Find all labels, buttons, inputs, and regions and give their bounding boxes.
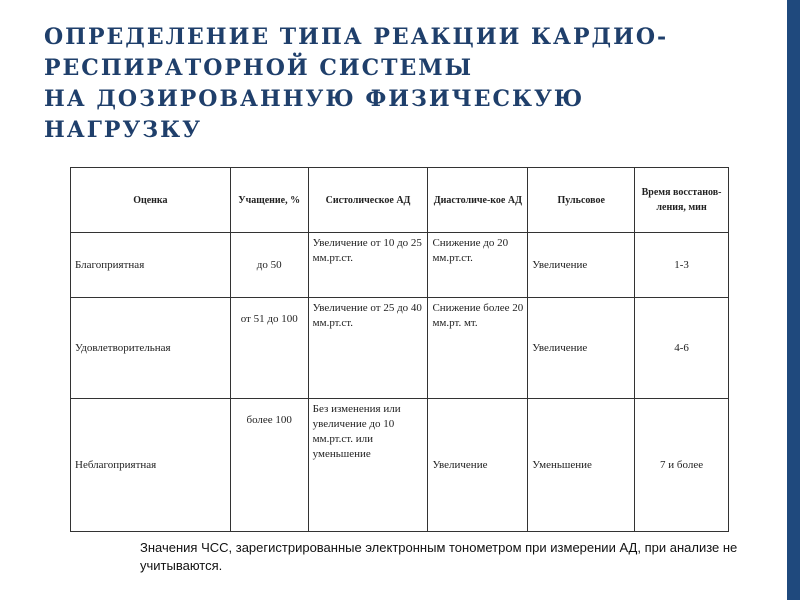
header-cell: Систолическое АД <box>308 168 428 233</box>
footnote: Значения ЧСС, зарегистрированные электронным тонометром при измерении АД, при анализе не учитываются. <box>140 540 738 573</box>
table-cell: Без изменения или увеличение до 10 мм.рт.ст. или уменьшение <box>308 399 428 532</box>
table-cell: 1-3 <box>635 233 729 298</box>
title-line: ОПРЕДЕЛЕНИЕ ТИПА РЕАКЦИИ КАРДИО- <box>44 24 669 50</box>
table-cell: Увеличение от 25 до 40 мм.рт.ст. <box>308 298 428 399</box>
table-cell: Уменьшение <box>528 399 635 532</box>
table-cell: Снижение до 20 мм.рт.ст. <box>428 233 528 298</box>
title-line: РЕСПИРАТОРНОЙ СИСТЕМЫ <box>44 55 474 81</box>
table-row <box>71 298 729 399</box>
table-cell: Неблагоприятная <box>71 399 231 532</box>
table-cell: Удовлетворительная <box>71 298 231 399</box>
table-cell: от 51 до 100 <box>230 298 308 399</box>
table-cell: Увеличение <box>528 233 635 298</box>
header-cell: Диастоличе-кое АД <box>428 168 528 233</box>
header-cell: Пульсовое <box>528 168 635 233</box>
table-cell: Увеличение <box>528 298 635 399</box>
header-cell: Оценка <box>71 168 231 233</box>
table-cell: Благоприятная <box>71 233 231 298</box>
reaction-type-table <box>70 167 729 532</box>
table-cell: Увеличение от 10 до 25 мм.рт.ст. <box>308 233 428 298</box>
table-cell: более 100 <box>230 399 308 532</box>
table-cell: 4-6 <box>635 298 729 399</box>
table-cell: до 50 <box>230 233 308 298</box>
title-line: НА ДОЗИРОВАННУЮ ФИЗИЧЕСКУЮ <box>44 86 585 112</box>
slide-accent-bar <box>787 0 800 600</box>
slide-title <box>44 22 669 146</box>
table-cell: Увеличение <box>428 399 528 532</box>
table-cell: Снижение более 20 мм.рт. мт. <box>428 298 528 399</box>
table-header-row <box>71 168 729 233</box>
header-cell: Учащение, % <box>230 168 308 233</box>
table-row <box>71 399 729 532</box>
header-cell: Время восстанов-ления, мин <box>635 168 729 233</box>
table-cell: 7 и более <box>635 399 729 532</box>
title-line: НАГРУЗКУ <box>44 117 203 143</box>
table-row <box>71 233 729 298</box>
